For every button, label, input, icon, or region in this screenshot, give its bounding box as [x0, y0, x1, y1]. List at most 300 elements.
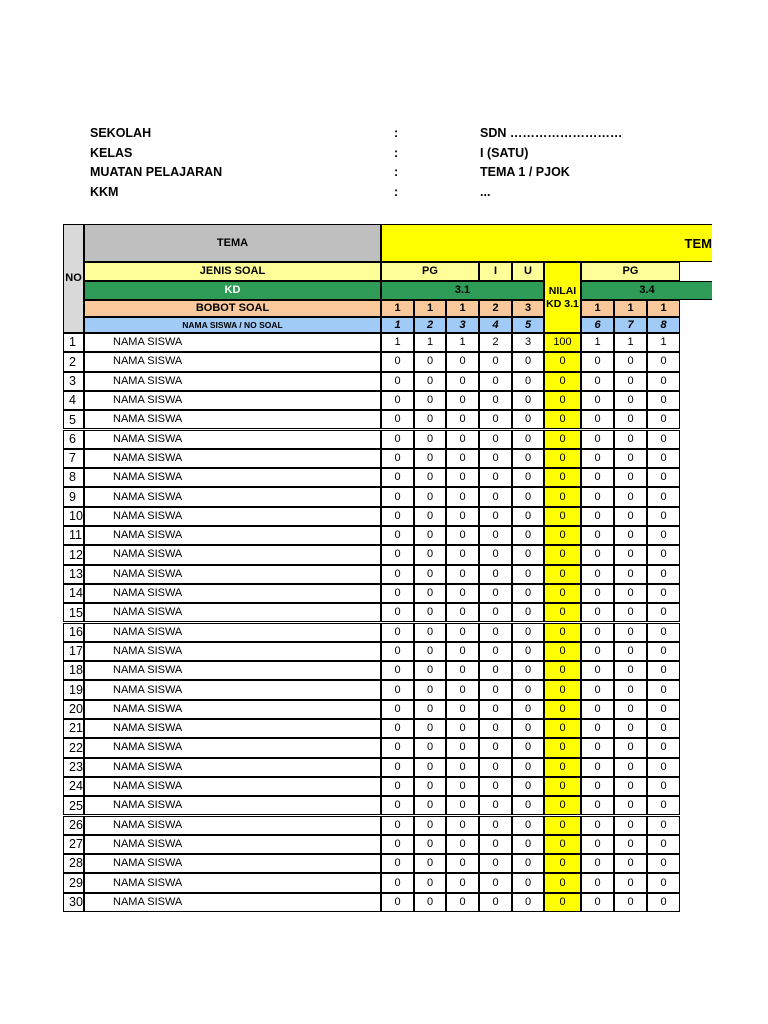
- score-cell[interactable]: 0: [512, 526, 544, 545]
- score-cell[interactable]: 0: [647, 410, 680, 429]
- score-cell[interactable]: 0: [647, 584, 680, 603]
- score-cell[interactable]: 0: [581, 584, 614, 603]
- score-cell[interactable]: 0: [614, 430, 647, 449]
- score-cell[interactable]: 0: [381, 603, 414, 622]
- score-cell[interactable]: 0: [414, 642, 446, 661]
- score-cell[interactable]: 0: [381, 835, 414, 854]
- score-cell[interactable]: 0: [581, 816, 614, 835]
- score-cell[interactable]: 0: [446, 545, 479, 564]
- score-cell[interactable]: 0: [512, 835, 544, 854]
- student-name: NAMA SISWA: [84, 430, 381, 449]
- score-cell[interactable]: 0: [414, 893, 446, 912]
- score-cell[interactable]: 0: [479, 352, 512, 371]
- score-cell[interactable]: 0: [581, 738, 614, 757]
- score-cell[interactable]: 0: [446, 507, 479, 526]
- score-cell[interactable]: 0: [614, 816, 647, 835]
- score-cell[interactable]: 2: [479, 333, 512, 352]
- score-cell[interactable]: 0: [614, 796, 647, 815]
- score-cell[interactable]: 0: [647, 642, 680, 661]
- score-cell[interactable]: 0: [479, 391, 512, 410]
- score-cell[interactable]: 0: [381, 700, 414, 719]
- score-cell[interactable]: 0: [614, 526, 647, 545]
- score-cell[interactable]: 0: [479, 565, 512, 584]
- bobot-value: 1: [446, 300, 479, 317]
- nilai-cell: 0: [544, 642, 581, 661]
- score-cell[interactable]: 0: [647, 430, 680, 449]
- score-cell[interactable]: 0: [479, 430, 512, 449]
- info-label: KKM: [90, 184, 119, 199]
- score-cell[interactable]: 0: [581, 661, 614, 680]
- kd-label: KD: [84, 281, 381, 300]
- score-cell[interactable]: 0: [614, 449, 647, 468]
- soal-number: 3: [446, 317, 479, 333]
- score-cell[interactable]: 0: [479, 758, 512, 777]
- nilai-cell: 0: [544, 777, 581, 796]
- score-cell[interactable]: 0: [512, 873, 544, 892]
- score-cell[interactable]: 0: [446, 758, 479, 777]
- row-number: 12: [63, 545, 84, 564]
- score-cell[interactable]: 0: [446, 642, 479, 661]
- row-number: 23: [63, 758, 84, 777]
- score-cell[interactable]: 0: [614, 487, 647, 506]
- score-cell[interactable]: 0: [581, 680, 614, 699]
- nilai-cell: 0: [544, 410, 581, 429]
- score-cell[interactable]: 0: [446, 700, 479, 719]
- tema-label: TEMA: [84, 224, 381, 262]
- kd-value-2: 3.4: [581, 281, 712, 300]
- score-cell[interactable]: 0: [581, 410, 614, 429]
- score-cell[interactable]: 0: [381, 352, 414, 371]
- score-cell[interactable]: 0: [381, 854, 414, 873]
- score-cell[interactable]: 0: [581, 893, 614, 912]
- score-cell[interactable]: 0: [581, 487, 614, 506]
- score-cell[interactable]: 0: [647, 816, 680, 835]
- score-cell[interactable]: 0: [512, 391, 544, 410]
- score-cell[interactable]: 0: [479, 410, 512, 429]
- score-cell[interactable]: 0: [381, 430, 414, 449]
- score-cell[interactable]: 0: [581, 565, 614, 584]
- score-cell[interactable]: 0: [614, 873, 647, 892]
- score-cell[interactable]: 0: [414, 873, 446, 892]
- score-cell[interactable]: 0: [479, 661, 512, 680]
- score-cell[interactable]: 0: [381, 526, 414, 545]
- score-cell[interactable]: 0: [512, 777, 544, 796]
- score-cell[interactable]: 0: [614, 738, 647, 757]
- score-cell[interactable]: 0: [647, 738, 680, 757]
- score-cell[interactable]: 0: [479, 893, 512, 912]
- score-cell[interactable]: 0: [614, 700, 647, 719]
- score-cell[interactable]: 0: [614, 835, 647, 854]
- score-cell[interactable]: 0: [647, 700, 680, 719]
- score-cell[interactable]: 0: [381, 873, 414, 892]
- score-cell[interactable]: 0: [581, 758, 614, 777]
- score-cell[interactable]: 0: [581, 835, 614, 854]
- score-cell[interactable]: 0: [647, 526, 680, 545]
- score-cell[interactable]: 0: [614, 372, 647, 391]
- score-cell[interactable]: 0: [446, 738, 479, 757]
- score-cell[interactable]: 0: [581, 854, 614, 873]
- score-cell[interactable]: 0: [479, 449, 512, 468]
- nilai-cell: 0: [544, 738, 581, 757]
- student-name: NAMA SISWA: [84, 796, 381, 815]
- score-cell[interactable]: 0: [414, 410, 446, 429]
- bobot-soal-label: BOBOT SOAL: [84, 300, 381, 317]
- score-cell[interactable]: 0: [446, 835, 479, 854]
- score-cell[interactable]: 0: [581, 352, 614, 371]
- info-colon: :: [394, 165, 399, 179]
- score-cell[interactable]: 1: [614, 333, 647, 352]
- score-cell[interactable]: 0: [581, 449, 614, 468]
- score-cell[interactable]: 0: [512, 816, 544, 835]
- score-cell[interactable]: 0: [512, 410, 544, 429]
- score-cell[interactable]: 0: [414, 487, 446, 506]
- score-cell[interactable]: 0: [414, 680, 446, 699]
- score-cell[interactable]: 0: [414, 796, 446, 815]
- score-cell[interactable]: 0: [512, 623, 544, 642]
- score-cell[interactable]: 0: [512, 487, 544, 506]
- score-cell[interactable]: 0: [446, 854, 479, 873]
- score-cell[interactable]: 0: [414, 449, 446, 468]
- score-cell[interactable]: 0: [381, 738, 414, 757]
- score-cell[interactable]: 0: [512, 661, 544, 680]
- score-cell[interactable]: 0: [381, 719, 414, 738]
- score-cell[interactable]: 0: [414, 603, 446, 622]
- score-cell[interactable]: 0: [647, 468, 680, 487]
- row-number: 14: [63, 584, 84, 603]
- score-cell[interactable]: 0: [647, 623, 680, 642]
- score-cell[interactable]: 0: [479, 680, 512, 699]
- score-cell[interactable]: 0: [647, 758, 680, 777]
- score-cell[interactable]: 0: [512, 468, 544, 487]
- row-number: 15: [63, 603, 84, 622]
- score-cell[interactable]: 0: [446, 893, 479, 912]
- score-cell[interactable]: 0: [512, 854, 544, 873]
- score-cell[interactable]: 0: [479, 507, 512, 526]
- score-cell[interactable]: 1: [647, 333, 680, 352]
- score-cell[interactable]: 0: [512, 603, 544, 622]
- score-cell[interactable]: 0: [512, 738, 544, 757]
- score-cell[interactable]: 0: [381, 623, 414, 642]
- score-cell[interactable]: 0: [381, 372, 414, 391]
- row-number: 30: [63, 893, 84, 912]
- score-cell[interactable]: 0: [512, 700, 544, 719]
- score-cell[interactable]: 0: [479, 526, 512, 545]
- score-cell[interactable]: 0: [414, 565, 446, 584]
- score-cell[interactable]: 0: [581, 468, 614, 487]
- score-cell[interactable]: 0: [381, 661, 414, 680]
- score-cell[interactable]: 0: [381, 487, 414, 506]
- row-number: 21: [63, 719, 84, 738]
- score-cell[interactable]: 0: [414, 854, 446, 873]
- student-name: NAMA SISWA: [84, 816, 381, 835]
- score-cell[interactable]: 3: [512, 333, 544, 352]
- row-number: 18: [63, 661, 84, 680]
- score-cell[interactable]: 0: [479, 700, 512, 719]
- score-cell[interactable]: 0: [479, 372, 512, 391]
- score-cell[interactable]: 0: [512, 719, 544, 738]
- score-cell[interactable]: 0: [614, 507, 647, 526]
- score-cell[interactable]: 0: [479, 545, 512, 564]
- score-cell[interactable]: 0: [581, 623, 614, 642]
- student-name: NAMA SISWA: [84, 835, 381, 854]
- score-cell[interactable]: 0: [446, 680, 479, 699]
- score-cell[interactable]: 0: [446, 526, 479, 545]
- score-cell[interactable]: 0: [581, 603, 614, 622]
- score-cell[interactable]: 0: [414, 835, 446, 854]
- score-cell[interactable]: 0: [614, 545, 647, 564]
- nilai-cell: 0: [544, 372, 581, 391]
- score-cell[interactable]: 0: [647, 680, 680, 699]
- score-cell[interactable]: 0: [647, 796, 680, 815]
- jenis-isian: I: [479, 262, 512, 281]
- score-cell[interactable]: 0: [647, 661, 680, 680]
- score-cell[interactable]: 0: [581, 372, 614, 391]
- score-cell[interactable]: 0: [512, 680, 544, 699]
- score-cell[interactable]: 0: [512, 565, 544, 584]
- score-cell[interactable]: 0: [647, 372, 680, 391]
- score-cell[interactable]: 0: [647, 449, 680, 468]
- kd-value-1: 3.1: [381, 281, 544, 300]
- score-cell[interactable]: 1: [381, 333, 414, 352]
- score-cell[interactable]: 0: [446, 796, 479, 815]
- score-cell[interactable]: 0: [479, 623, 512, 642]
- score-cell[interactable]: 0: [581, 507, 614, 526]
- row-number: 24: [63, 777, 84, 796]
- score-cell[interactable]: 0: [647, 719, 680, 738]
- student-name: NAMA SISWA: [84, 487, 381, 506]
- score-cell[interactable]: 0: [479, 487, 512, 506]
- score-cell[interactable]: 0: [414, 623, 446, 642]
- score-cell[interactable]: 0: [479, 777, 512, 796]
- score-cell[interactable]: 0: [647, 854, 680, 873]
- score-cell[interactable]: 0: [614, 565, 647, 584]
- score-cell[interactable]: 0: [479, 873, 512, 892]
- score-cell[interactable]: 0: [479, 854, 512, 873]
- score-cell[interactable]: 0: [614, 661, 647, 680]
- bobot-value: 1: [647, 300, 680, 317]
- score-cell[interactable]: 0: [512, 893, 544, 912]
- score-cell[interactable]: 0: [414, 719, 446, 738]
- score-cell[interactable]: 0: [614, 893, 647, 912]
- student-name: NAMA SISWA: [84, 700, 381, 719]
- score-cell[interactable]: 0: [647, 835, 680, 854]
- score-cell[interactable]: 0: [581, 719, 614, 738]
- score-cell[interactable]: 0: [614, 410, 647, 429]
- soal-number: 1: [381, 317, 414, 333]
- score-cell[interactable]: 0: [414, 584, 446, 603]
- score-cell[interactable]: 0: [446, 873, 479, 892]
- score-cell[interactable]: 0: [512, 507, 544, 526]
- jenis-pg-2: PG: [581, 262, 680, 281]
- info-value: TEMA 1 / PJOK: [480, 165, 570, 179]
- row-number: 11: [63, 526, 84, 545]
- score-cell[interactable]: 0: [479, 468, 512, 487]
- score-cell[interactable]: 0: [446, 623, 479, 642]
- score-cell[interactable]: 0: [512, 545, 544, 564]
- score-cell[interactable]: 0: [414, 468, 446, 487]
- score-cell[interactable]: 0: [647, 873, 680, 892]
- score-cell[interactable]: 0: [381, 391, 414, 410]
- score-cell[interactable]: 0: [614, 391, 647, 410]
- score-cell[interactable]: 0: [446, 449, 479, 468]
- score-cell[interactable]: 0: [446, 661, 479, 680]
- score-cell[interactable]: 0: [446, 410, 479, 429]
- nilai-cell: 0: [544, 661, 581, 680]
- student-name: NAMA SISWA: [84, 603, 381, 622]
- row-number: 9: [63, 487, 84, 506]
- nilai-cell: 0: [544, 468, 581, 487]
- score-cell[interactable]: 0: [381, 468, 414, 487]
- score-cell[interactable]: 0: [614, 719, 647, 738]
- score-cell[interactable]: 0: [381, 816, 414, 835]
- score-cell[interactable]: 0: [446, 816, 479, 835]
- score-cell[interactable]: 0: [512, 430, 544, 449]
- score-cell[interactable]: 0: [614, 584, 647, 603]
- score-cell[interactable]: 0: [446, 603, 479, 622]
- score-cell[interactable]: 0: [381, 758, 414, 777]
- score-cell[interactable]: 0: [581, 777, 614, 796]
- score-cell[interactable]: 0: [414, 391, 446, 410]
- nilai-cell: 0: [544, 873, 581, 892]
- score-cell[interactable]: 0: [479, 603, 512, 622]
- score-cell[interactable]: 0: [381, 642, 414, 661]
- score-cell[interactable]: 0: [381, 796, 414, 815]
- score-cell[interactable]: 0: [647, 893, 680, 912]
- score-cell[interactable]: 0: [446, 430, 479, 449]
- student-name: NAMA SISWA: [84, 449, 381, 468]
- student-name: NAMA SISWA: [84, 893, 381, 912]
- score-cell[interactable]: 0: [446, 719, 479, 738]
- score-cell[interactable]: 1: [414, 333, 446, 352]
- score-cell[interactable]: 0: [479, 719, 512, 738]
- score-cell[interactable]: 0: [414, 430, 446, 449]
- score-cell[interactable]: 0: [381, 680, 414, 699]
- score-cell[interactable]: 0: [446, 487, 479, 506]
- score-cell[interactable]: 0: [647, 545, 680, 564]
- score-cell[interactable]: 0: [647, 603, 680, 622]
- row-number: 13: [63, 565, 84, 584]
- soal-number: 5: [512, 317, 544, 333]
- score-cell[interactable]: 0: [647, 487, 680, 506]
- bobot-value: 2: [479, 300, 512, 317]
- score-cell[interactable]: 0: [414, 758, 446, 777]
- score-cell[interactable]: 0: [614, 758, 647, 777]
- score-cell[interactable]: 0: [581, 873, 614, 892]
- row-number: 4: [63, 391, 84, 410]
- nilai-cell: 0: [544, 623, 581, 642]
- score-cell[interactable]: 0: [381, 584, 414, 603]
- score-cell[interactable]: 0: [479, 816, 512, 835]
- score-cell[interactable]: 0: [414, 526, 446, 545]
- score-cell[interactable]: 1: [446, 333, 479, 352]
- soal-number: 2: [414, 317, 446, 333]
- score-cell[interactable]: 0: [414, 507, 446, 526]
- score-cell[interactable]: 0: [647, 352, 680, 371]
- score-cell[interactable]: 0: [581, 700, 614, 719]
- score-cell[interactable]: 0: [581, 642, 614, 661]
- row-number: 16: [63, 623, 84, 642]
- score-cell[interactable]: 0: [512, 796, 544, 815]
- score-cell[interactable]: 0: [512, 584, 544, 603]
- score-cell[interactable]: 0: [446, 391, 479, 410]
- score-cell[interactable]: 0: [479, 796, 512, 815]
- score-cell[interactable]: 0: [479, 738, 512, 757]
- nilai-cell: 0: [544, 430, 581, 449]
- score-cell[interactable]: 0: [446, 777, 479, 796]
- score-cell[interactable]: 0: [614, 777, 647, 796]
- score-cell[interactable]: 0: [614, 680, 647, 699]
- score-cell[interactable]: 0: [479, 584, 512, 603]
- score-cell[interactable]: 0: [414, 738, 446, 757]
- nilai-cell: 0: [544, 854, 581, 873]
- score-cell[interactable]: 0: [446, 352, 479, 371]
- bobot-value: 1: [581, 300, 614, 317]
- score-cell[interactable]: 0: [414, 352, 446, 371]
- info-label: KELAS: [90, 145, 133, 160]
- score-cell[interactable]: 0: [512, 352, 544, 371]
- score-cell[interactable]: 0: [479, 835, 512, 854]
- score-cell[interactable]: 0: [381, 777, 414, 796]
- score-cell[interactable]: 0: [614, 603, 647, 622]
- score-cell[interactable]: 0: [614, 352, 647, 371]
- score-cell[interactable]: 0: [614, 468, 647, 487]
- score-cell[interactable]: 0: [581, 796, 614, 815]
- student-name: NAMA SISWA: [84, 854, 381, 873]
- row-number: 22: [63, 738, 84, 757]
- score-cell[interactable]: 0: [381, 565, 414, 584]
- info-label: MUATAN PELAJARAN: [90, 165, 223, 179]
- score-cell[interactable]: 0: [414, 545, 446, 564]
- score-cell[interactable]: 0: [614, 854, 647, 873]
- score-cell[interactable]: 0: [581, 545, 614, 564]
- score-cell[interactable]: 0: [446, 565, 479, 584]
- score-cell[interactable]: 0: [512, 758, 544, 777]
- score-cell[interactable]: 0: [414, 816, 446, 835]
- score-cell[interactable]: 0: [581, 526, 614, 545]
- score-cell[interactable]: 0: [446, 584, 479, 603]
- score-cell[interactable]: 0: [381, 410, 414, 429]
- score-cell[interactable]: 0: [614, 642, 647, 661]
- score-cell[interactable]: 0: [647, 777, 680, 796]
- score-cell[interactable]: 0: [512, 642, 544, 661]
- score-cell[interactable]: 0: [512, 449, 544, 468]
- score-cell[interactable]: 0: [414, 777, 446, 796]
- score-cell[interactable]: 0: [614, 623, 647, 642]
- score-cell[interactable]: 0: [581, 430, 614, 449]
- nilai-kd-header: NILAI KD 3.1: [544, 262, 581, 333]
- score-cell[interactable]: 0: [647, 507, 680, 526]
- score-cell[interactable]: 0: [446, 468, 479, 487]
- row-number: 25: [63, 796, 84, 815]
- student-name: NAMA SISWA: [84, 758, 381, 777]
- score-cell[interactable]: 0: [414, 661, 446, 680]
- score-cell[interactable]: 0: [381, 545, 414, 564]
- score-cell[interactable]: 0: [446, 372, 479, 391]
- score-cell[interactable]: 0: [381, 893, 414, 912]
- score-cell[interactable]: 0: [581, 391, 614, 410]
- score-cell[interactable]: 0: [479, 642, 512, 661]
- score-cell[interactable]: 0: [381, 449, 414, 468]
- score-cell[interactable]: 0: [381, 507, 414, 526]
- score-cell[interactable]: 0: [647, 391, 680, 410]
- score-cell[interactable]: 0: [512, 372, 544, 391]
- score-cell[interactable]: 0: [414, 372, 446, 391]
- score-cell[interactable]: 1: [581, 333, 614, 352]
- row-number: 6: [63, 430, 84, 449]
- score-cell[interactable]: 0: [647, 565, 680, 584]
- score-cell[interactable]: 0: [414, 700, 446, 719]
- student-name: NAMA SISWA: [84, 738, 381, 757]
